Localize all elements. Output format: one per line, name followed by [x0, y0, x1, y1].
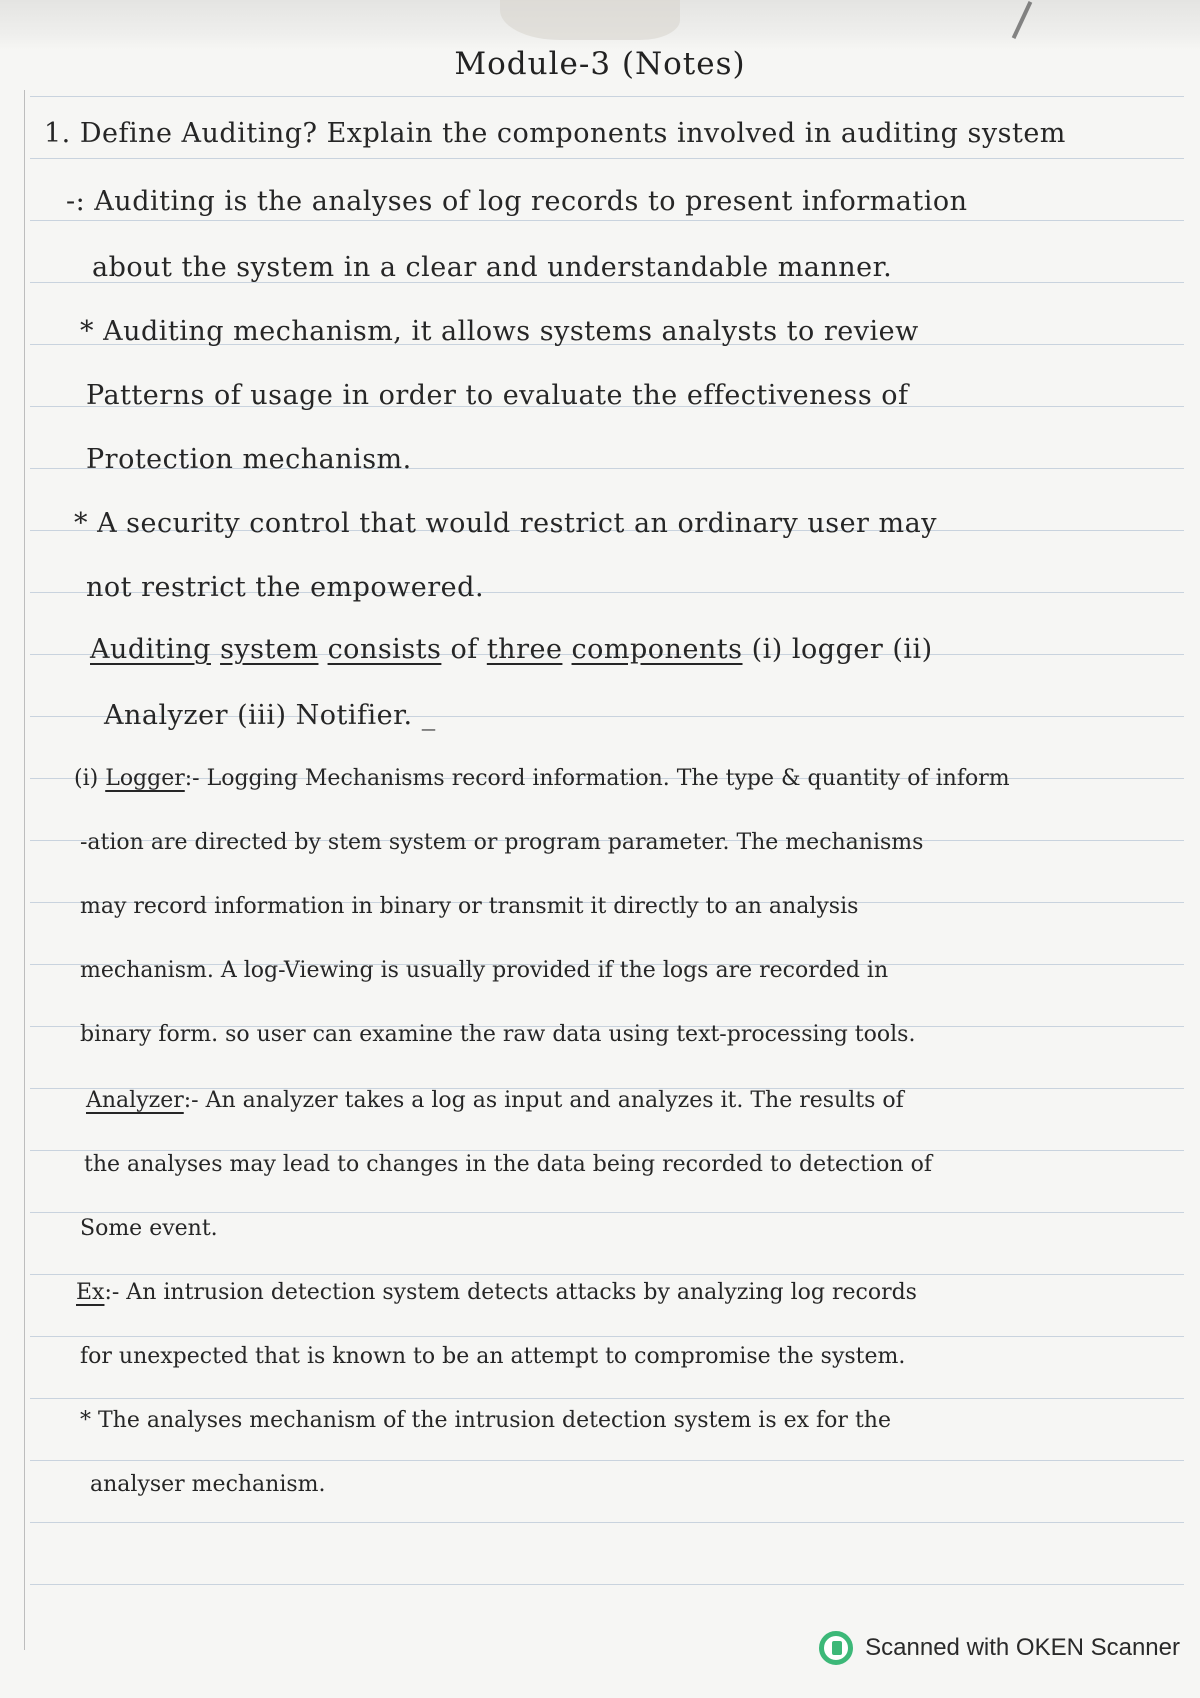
example-heading-line: [76, 1280, 917, 1305]
ruled-line: [30, 1274, 1184, 1275]
underlined-word: Auditing: [90, 634, 211, 665]
ruled-line: [30, 1336, 1184, 1337]
answer-word: (i) logger (ii): [751, 634, 933, 665]
scanner-logo-icon: [819, 1631, 853, 1665]
answer-text: :- Logging Mechanisms record information. The type & quantity of inform: [184, 766, 1010, 791]
ruled-line: [30, 1460, 1184, 1461]
underlined-word: Logger: [105, 766, 185, 791]
answer-line: -ation are directed by stem system or program parameter. The mechanisms: [80, 830, 924, 855]
answer-line: analyser mechanism.: [90, 1472, 326, 1497]
underlined-word: consists: [327, 634, 442, 665]
underlined-word: components: [571, 634, 743, 665]
ruled-line: [30, 1522, 1184, 1523]
watermark-text: Scanned with OKEN Scanner: [865, 1634, 1180, 1661]
ruled-line: [30, 1398, 1184, 1399]
answer-line: for unexpected that is known to be an attempt to compromise the system.: [80, 1344, 906, 1369]
answer-line: about the system in a clear and understandable manner.: [92, 252, 893, 283]
ruled-line: [30, 220, 1184, 221]
question-text: 1. Define Auditing? Explain the components involved in auditing system: [44, 118, 1066, 149]
answer-line: Protection mechanism.: [86, 444, 412, 475]
answer-line: Analyzer (iii) Notifier. _: [104, 700, 436, 731]
answer-line: may record information in binary or transmit it directly to an analysis: [80, 894, 859, 919]
answer-line: Patterns of usage in order to evaluate the effectiveness of: [86, 380, 909, 411]
list-number: (i): [74, 766, 99, 791]
answer-line: * Auditing mechanism, it allows systems analysts to review: [80, 316, 919, 347]
page-margin-line: [24, 90, 25, 1650]
answer-line: not restrict the empowered.: [86, 572, 485, 603]
answer-line: binary form. so user can examine the raw data using text-processing tools.: [80, 1022, 916, 1047]
ruled-line: [30, 158, 1184, 159]
answer-line: mechanism. A log-Viewing is usually provided if the logs are recorded in: [80, 958, 889, 983]
page-fold-shadow: [500, 0, 680, 40]
underlined-word: Ex: [76, 1280, 105, 1305]
answer-text: :- An analyzer takes a log as input and analyzes it. The results of: [183, 1088, 904, 1113]
components-line: [90, 634, 933, 665]
answer-line: Some event.: [80, 1216, 218, 1241]
ruled-line: [30, 1150, 1184, 1151]
ruled-line: [30, 1212, 1184, 1213]
answer-word: of: [450, 634, 478, 665]
logger-heading-line: [74, 766, 1010, 791]
underlined-word: three: [486, 634, 563, 665]
answer-line: the analyses may lead to changes in the data being recorded to detection of: [84, 1152, 932, 1177]
answer-line: * A security control that would restrict an ordinary user may: [74, 508, 937, 539]
analyzer-heading-line: [86, 1088, 904, 1113]
answer-line: -: Auditing is the analyses of log records to present information: [66, 186, 968, 217]
underlined-word: system: [220, 634, 319, 665]
scanner-watermark: [819, 1628, 1180, 1668]
answer-text: :- An intrusion detection system detects attacks by analyzing log records: [104, 1280, 917, 1305]
underlined-word: Analyzer: [86, 1088, 184, 1113]
ruled-line: [30, 96, 1184, 97]
page-title: Module-3 (Notes): [454, 46, 746, 82]
answer-line: * The analyses mechanism of the intrusion detection system is ex for the: [80, 1408, 891, 1433]
ruled-line: [30, 1584, 1184, 1585]
